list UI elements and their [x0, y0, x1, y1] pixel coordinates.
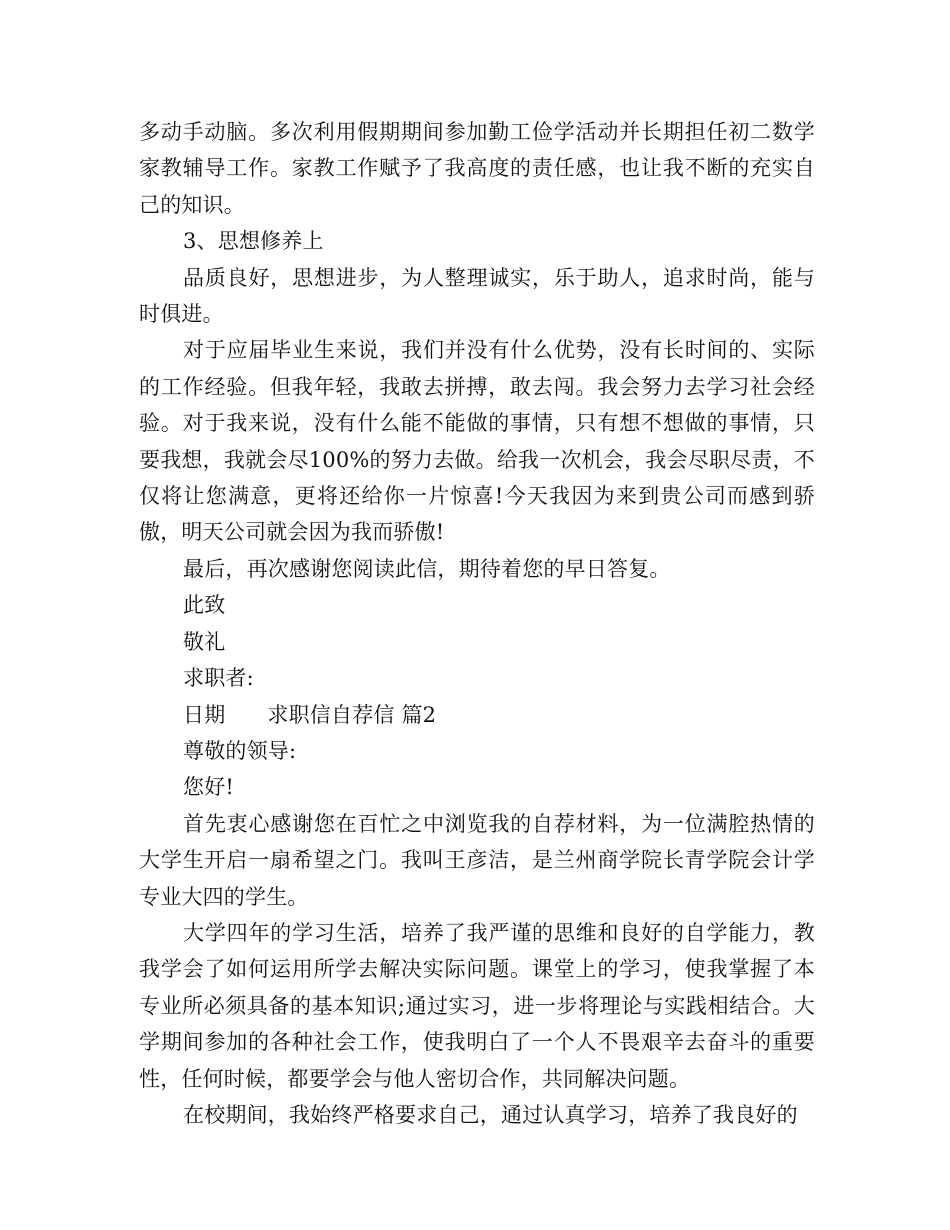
date-label: 日期 — [183, 702, 226, 727]
greeting-line: 尊敬的领导: — [183, 738, 297, 763]
paragraph: 最后，再次感谢您阅读此信，期待着您的早日答复。 — [183, 556, 671, 581]
greeting-line: 您好! — [183, 775, 235, 800]
closing-line: 此致 — [183, 593, 226, 618]
paragraph: 在校期间，我始终严格要求自己，通过认真学习，培养了我良好的 — [183, 1102, 798, 1127]
section-heading: 3、思想修养上 — [183, 229, 324, 254]
paragraph: 多动手动脑。多次利用假期期间参加勤工俭学活动并长期担任初二数学家教辅导工作。家教工作赋予了我高度的责任感，也让我不断的充实自己的知识。 — [139, 120, 815, 217]
date-line — [139, 697, 815, 733]
salutation-line: 敬礼 — [183, 629, 226, 654]
applicant-line: 求职者: — [183, 666, 254, 691]
paragraph: 对于应届毕业生来说，我们并没有什么优势，没有长时间的、实际的工作经验。但我年轻，我敢去拼搏，敢去闯。我会努力去学习社会经验。对于我来说，没有什么能不能做的事情，只有想不想做的事情，只要我想，我就会尽100%的努力去做。给我一次机会，我会尽职尽责，不仅将让您满意，更将还给你一片惊喜!今天我因为来到贵公司而感到骄傲，明天公司就会因为我而骄傲! — [139, 338, 815, 545]
section-title: 求职信自荐信 篇2 — [267, 702, 437, 727]
paragraph: 品质良好，思想进步，为人整理诚实，乐于助人，追求时尚，能与时俱进。 — [139, 265, 815, 327]
paragraph: 首先衷心感谢您在百忙之中浏览我的自荐材料，为一位满腔热情的大学生开启一扇希望之门。我叫王彦洁，是兰州商学院长青学院会计学专业大四的学生。 — [139, 811, 815, 909]
paragraph: 大学四年的学习生活，培养了我严谨的思维和良好的自学能力，教我学会了如何运用所学去解决实际问题。课堂上的学习，使我掌握了本专业所必须具备的基本知识;通过实习，进一步将理论与实践相结合。大学期间参加的各种社会工作，使我明白了一个人不畏艰辛去奋斗的重要性，任何时候，都要学会与他人密切合作，共同解决问题。 — [139, 920, 815, 1091]
document-body — [139, 114, 815, 1133]
